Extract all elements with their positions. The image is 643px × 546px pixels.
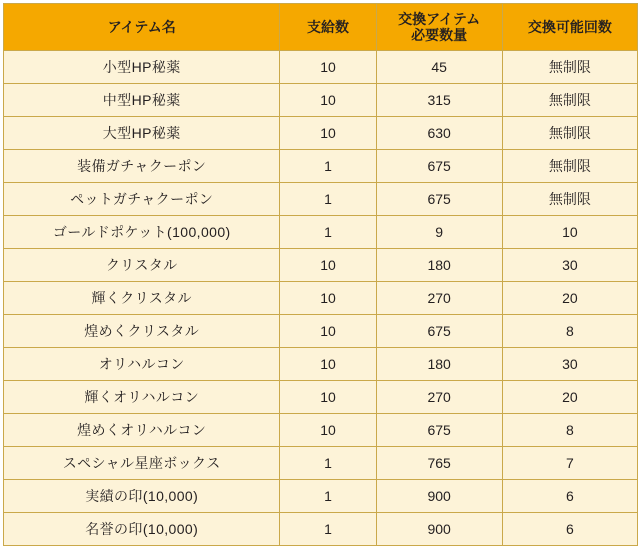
cell-required-amount: 180	[376, 348, 502, 381]
cell-exchange-times: 無制限	[502, 183, 637, 216]
cell-supply-count: 10	[280, 51, 376, 84]
cell-exchange-times: 無制限	[502, 84, 637, 117]
cell-supply-count: 1	[280, 216, 376, 249]
cell-exchange-times: 20	[502, 282, 637, 315]
table-row	[4, 150, 638, 183]
table-header	[4, 4, 638, 51]
cell-required-amount: 675	[376, 183, 502, 216]
cell-required-amount: 45	[376, 51, 502, 84]
cell-supply-count: 1	[280, 513, 376, 546]
cell-required-amount: 900	[376, 513, 502, 546]
cell-item-name: ゴールドポケット(100,000)	[4, 216, 280, 249]
cell-item-name: 装備ガチャクーポン	[4, 150, 280, 183]
column-header-required-amount-line1: 交換アイテム	[398, 10, 481, 27]
table-row	[4, 447, 638, 480]
column-header-item-name-line1: アイテム名	[107, 18, 176, 35]
cell-exchange-times: 無制限	[502, 51, 637, 84]
column-header-supply-count	[280, 4, 376, 51]
table-row	[4, 315, 638, 348]
cell-item-name: 小型HP秘薬	[4, 51, 280, 84]
cell-supply-count: 1	[280, 150, 376, 183]
cell-exchange-times: 8	[502, 414, 637, 447]
column-header-item-name	[4, 4, 280, 51]
exchange-table	[3, 3, 638, 546]
cell-item-name: 名誉の印(10,000)	[4, 513, 280, 546]
cell-required-amount: 630	[376, 117, 502, 150]
table-row	[4, 51, 638, 84]
cell-exchange-times: 無制限	[502, 150, 637, 183]
table-row	[4, 282, 638, 315]
table-header-row	[4, 4, 638, 51]
cell-supply-count: 10	[280, 348, 376, 381]
cell-item-name: クリスタル	[4, 249, 280, 282]
cell-required-amount: 675	[376, 150, 502, 183]
table-row	[4, 348, 638, 381]
cell-exchange-times: 無制限	[502, 117, 637, 150]
cell-supply-count: 1	[280, 183, 376, 216]
cell-exchange-times: 8	[502, 315, 637, 348]
table-row	[4, 216, 638, 249]
cell-item-name: ペットガチャクーポン	[4, 183, 280, 216]
cell-supply-count: 1	[280, 480, 376, 513]
cell-item-name: 大型HP秘薬	[4, 117, 280, 150]
table-row	[4, 117, 638, 150]
table-row	[4, 381, 638, 414]
cell-item-name: 実績の印(10,000)	[4, 480, 280, 513]
cell-required-amount: 270	[376, 381, 502, 414]
cell-supply-count: 10	[280, 414, 376, 447]
cell-required-amount: 180	[376, 249, 502, 282]
cell-item-name: オリハルコン	[4, 348, 280, 381]
cell-exchange-times: 6	[502, 480, 637, 513]
cell-exchange-times: 30	[502, 348, 637, 381]
cell-supply-count: 10	[280, 117, 376, 150]
table-row	[4, 249, 638, 282]
cell-exchange-times: 7	[502, 447, 637, 480]
cell-required-amount: 675	[376, 414, 502, 447]
cell-item-name: 煌めくオリハルコン	[4, 414, 280, 447]
cell-required-amount: 315	[376, 84, 502, 117]
cell-item-name: 輝くクリスタル	[4, 282, 280, 315]
table-row	[4, 513, 638, 546]
table-row	[4, 414, 638, 447]
cell-supply-count: 10	[280, 315, 376, 348]
cell-exchange-times: 6	[502, 513, 637, 546]
cell-supply-count: 10	[280, 381, 376, 414]
table-row	[4, 84, 638, 117]
cell-supply-count: 10	[280, 282, 376, 315]
cell-exchange-times: 20	[502, 381, 637, 414]
cell-required-amount: 9	[376, 216, 502, 249]
cell-supply-count: 1	[280, 447, 376, 480]
cell-item-name: スペシャル星座ボックス	[4, 447, 280, 480]
table-body	[4, 51, 638, 546]
cell-required-amount: 675	[376, 315, 502, 348]
cell-item-name: 中型HP秘薬	[4, 84, 280, 117]
column-header-required-amount-line2: 必要数量	[411, 27, 468, 43]
cell-item-name: 輝くオリハルコン	[4, 381, 280, 414]
cell-exchange-times: 30	[502, 249, 637, 282]
table-row	[4, 480, 638, 513]
cell-required-amount: 765	[376, 447, 502, 480]
cell-supply-count: 10	[280, 84, 376, 117]
table-row	[4, 183, 638, 216]
column-header-exchange-times	[502, 4, 637, 51]
cell-supply-count: 10	[280, 249, 376, 282]
column-header-required-amount	[376, 4, 502, 51]
cell-item-name: 煌めくクリスタル	[4, 315, 280, 348]
cell-required-amount: 900	[376, 480, 502, 513]
cell-required-amount: 270	[376, 282, 502, 315]
cell-exchange-times: 10	[502, 216, 637, 249]
column-header-supply-count-line1: 支給数	[306, 18, 349, 35]
column-header-exchange-times-line1: 交換可能回数	[527, 18, 612, 35]
